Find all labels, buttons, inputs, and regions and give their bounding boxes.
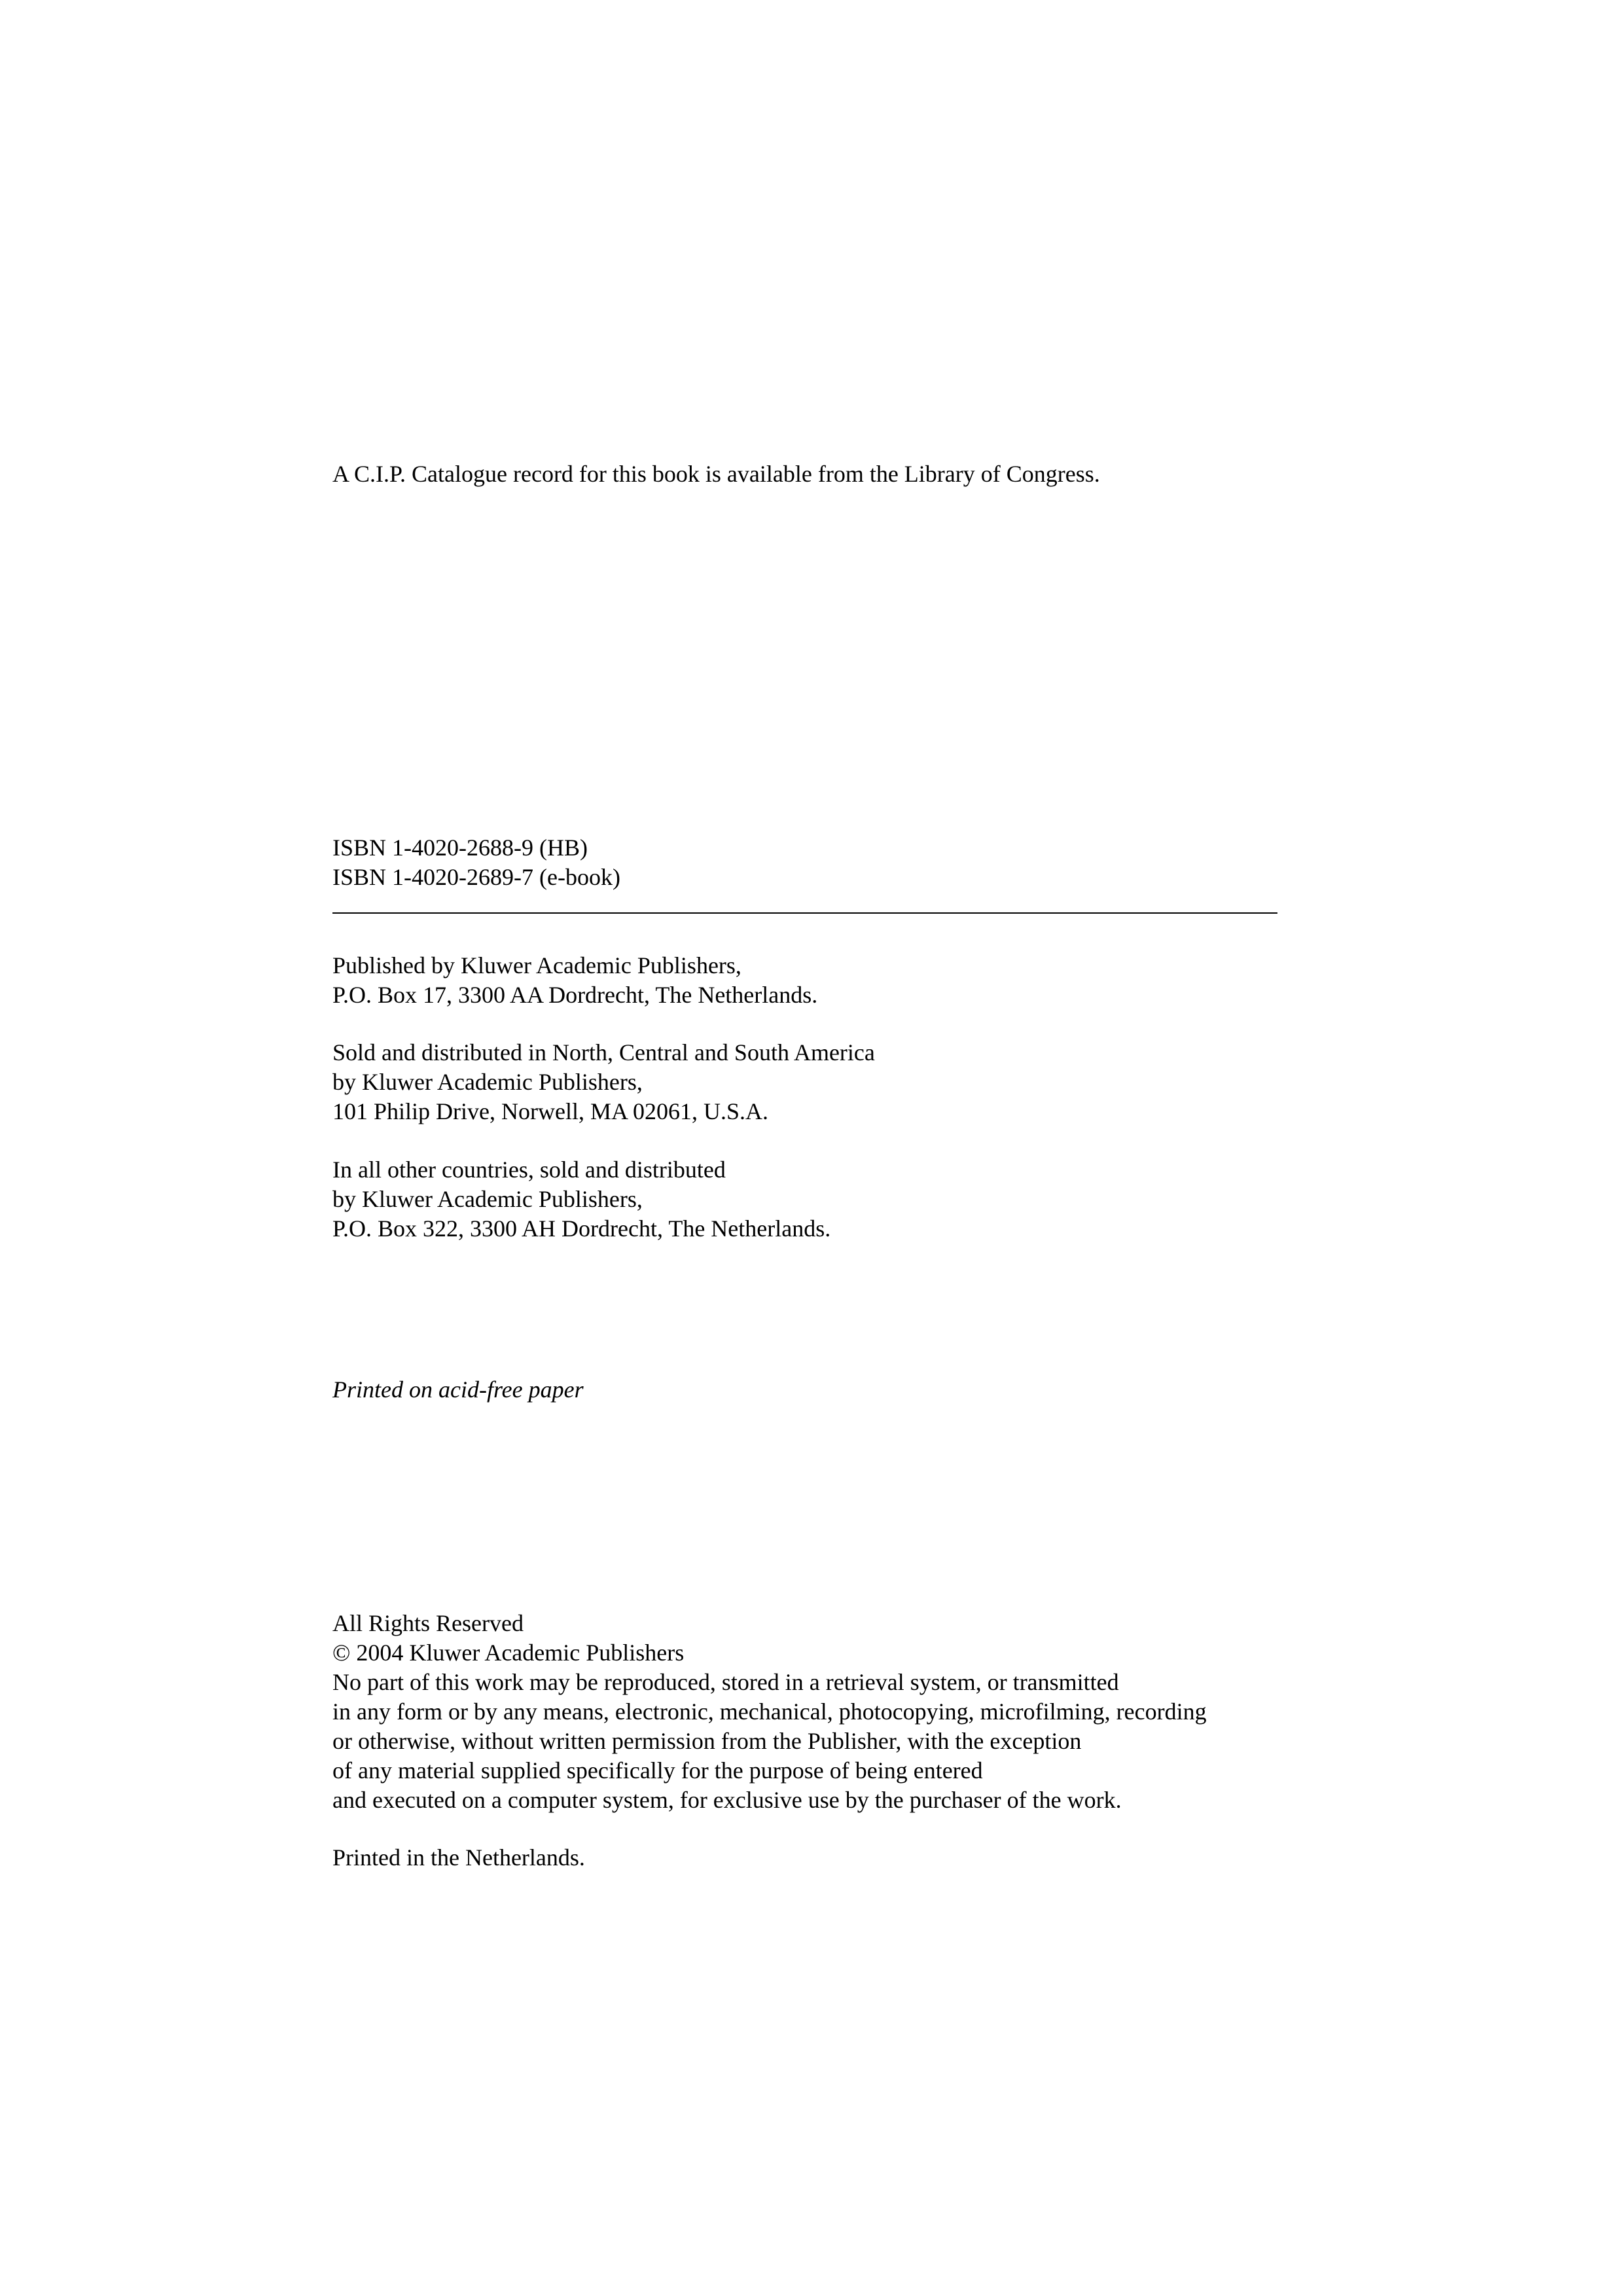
paper-note: Printed on acid-free paper <box>332 1376 584 1403</box>
cip-notice: A C.I.P. Catalogue record for this book is available from the Library of Congress. <box>332 461 1100 487</box>
other-distribution-line: In all other countries, sold and distributed <box>332 1157 726 1183</box>
other-distributor: by Kluwer Academic Publishers, <box>332 1186 643 1212</box>
printed-in: Printed in the Netherlands. <box>332 1844 585 1871</box>
americas-address: 101 Philip Drive, Norwell, MA 02061, U.S.A. <box>332 1098 768 1124</box>
rights-statement-line: and executed on a computer system, for exclusive use by the purchaser of the work. <box>332 1787 1122 1813</box>
americas-distribution-line: Sold and distributed in North, Central and South America <box>332 1039 875 1066</box>
rights-statement-line: No part of this work may be reproduced, stored in a retrieval system, or transmitted <box>332 1669 1119 1695</box>
printed-in-block <box>332 1843 585 1873</box>
rights-block <box>332 1609 1207 1815</box>
other-distribution-block <box>332 1155 830 1244</box>
copyright-line: © 2004 Kluwer Academic Publishers <box>332 1640 685 1666</box>
divider-rule <box>332 912 1277 914</box>
americas-distribution-block <box>332 1038 875 1126</box>
rights-statement-line: in any form or by any means, electronic, mechanical, photocopying, microfilming, recording <box>332 1698 1207 1725</box>
other-address: P.O. Box 322, 3300 AH Dordrecht, The Netherlands. <box>332 1215 831 1242</box>
cip-notice-block <box>332 459 1100 489</box>
isbn-hardback: ISBN 1-4020-2688-9 (HB) <box>332 834 588 861</box>
publisher-address: P.O. Box 17, 3300 AA Dordrecht, The Netherlands. <box>332 982 818 1008</box>
americas-distributor: by Kluwer Academic Publishers, <box>332 1069 643 1095</box>
isbn-ebook: ISBN 1-4020-2689-7 (e-book) <box>332 864 620 890</box>
isbn-block <box>332 833 620 892</box>
publisher-name: Published by Kluwer Academic Publishers, <box>332 952 741 978</box>
rights-reserved: All Rights Reserved <box>332 1610 524 1636</box>
publisher-block <box>332 951 817 1010</box>
paper-note-block <box>332 1375 584 1405</box>
rights-statement-line: of any material supplied specifically for the purpose of being entered <box>332 1757 983 1784</box>
rights-statement-line: or otherwise, without written permission from the Publisher, with the exception <box>332 1728 1082 1754</box>
